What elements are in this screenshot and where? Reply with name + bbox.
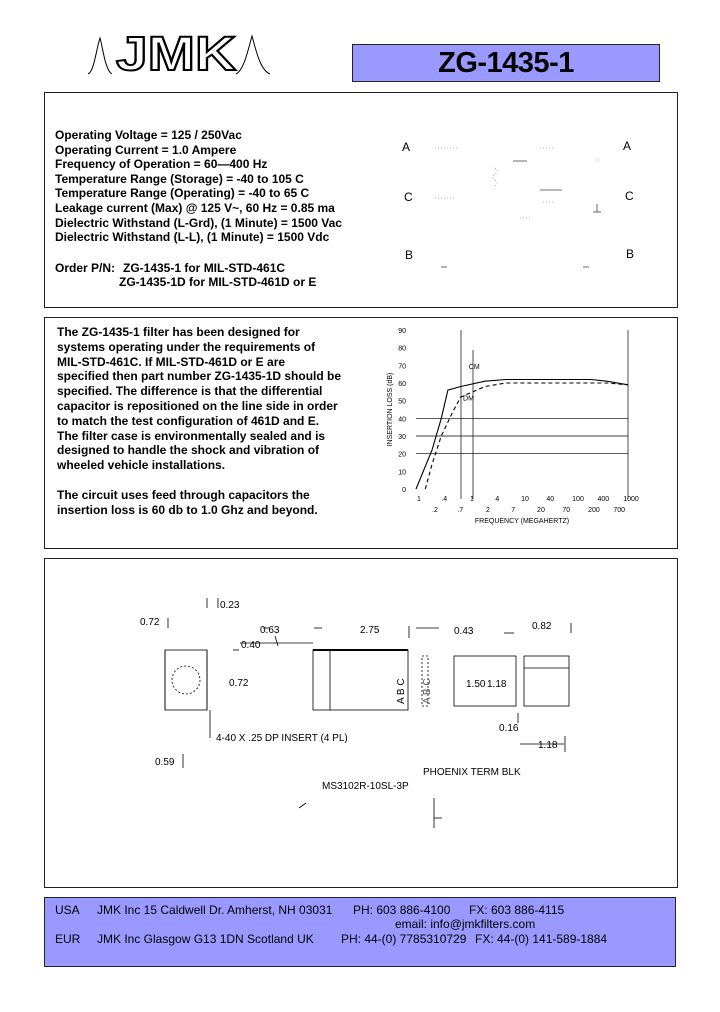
- spec-list: [55, 128, 342, 245]
- connector-label: MS3102R-10SL-3P: [322, 781, 409, 792]
- description-text: [57, 325, 347, 517]
- x-tick-label: .4: [441, 496, 448, 503]
- terminal-c-left: C: [404, 190, 413, 204]
- terminal-a-right: A: [623, 139, 632, 153]
- description-line: MIL-STD-461C. If MIL-STD-461D or E are: [57, 354, 286, 369]
- dim-0-72-side: 0.72: [229, 678, 249, 689]
- usa-address: JMK Inc 15 Caldwell Dr. Amherst, NH 03031: [97, 903, 333, 917]
- description-line: designed to handle the shock and vibration of: [57, 443, 320, 458]
- pins-top-label: A B C: [396, 678, 407, 704]
- spec-line: Temperature Range (Storage) = -40 to 105 C: [55, 171, 304, 186]
- order-line-1: ZG-1435-1 for MIL-STD-461C: [123, 261, 286, 275]
- terminal-a-left: A: [402, 140, 411, 154]
- dim-0-82: 0.82: [532, 621, 552, 632]
- x-tick-label: 1: [470, 496, 474, 503]
- logo-text: JMK: [116, 28, 237, 80]
- x-tick-label: .7: [457, 507, 464, 514]
- x-tick-label: 200: [588, 507, 600, 514]
- insertion-loss-chart: [378, 322, 668, 532]
- spec-line: Temperature Range (Operating) = -40 to 65 C: [55, 186, 310, 201]
- insert-note: 4-40 X .25 DP INSERT (4 PL): [216, 733, 348, 744]
- schematic: [395, 130, 645, 280]
- x-tick-label: .2: [432, 507, 438, 514]
- series-line-cm: [416, 380, 628, 490]
- jmk-logo: [86, 20, 272, 80]
- x-tick-label: 4: [495, 496, 500, 503]
- dim-1-18-a: 1.18: [487, 679, 507, 690]
- y-tick-label: 30: [398, 434, 406, 441]
- email-link[interactable]: email: info@jmkfilters.com: [395, 917, 536, 931]
- description-line: wheeled vehicle installations.: [57, 458, 226, 473]
- footer-contact: [44, 897, 676, 967]
- mechanical-drawing: [44, 558, 678, 888]
- dim-2-75: 2.75: [360, 625, 380, 636]
- x-tick-label: 40: [546, 496, 555, 503]
- dim-0-59: 0.59: [155, 757, 175, 768]
- spec-line: Operating Current = 1.0 Ampere: [55, 142, 237, 157]
- order-label: Order P/N:: [55, 261, 116, 275]
- y-tick-label: 90: [398, 328, 406, 335]
- x-tick-label: 70: [562, 507, 571, 514]
- spec-line: Leakage current (Max) @ 125 V~, 60 Hz = 0.85 ma: [55, 200, 335, 215]
- series-label-cm: CM: [468, 363, 480, 371]
- terminal-b-left: B: [405, 248, 414, 262]
- dim-0-43: 0.43: [454, 626, 474, 637]
- description-line: The circuit uses feed through capacitors the: [57, 487, 310, 502]
- phoenix-label: PHOENIX TERM BLK: [423, 767, 521, 778]
- description-spacer: [57, 473, 347, 488]
- dim-0-63: 0.63: [260, 625, 280, 636]
- terminal-c-right: C: [625, 189, 634, 203]
- description-line: specified. The difference is that the differential: [57, 384, 323, 399]
- spec-line: Frequency of Operation = 60—400 Hz: [55, 157, 268, 172]
- description-line: capacitor is repositioned on the line side in order: [57, 398, 338, 413]
- dim-1-50: 1.50: [466, 679, 486, 690]
- x-tick-label: 1000: [623, 496, 639, 503]
- dim-0-23: 0.23: [220, 600, 240, 611]
- dim-1-18-b: 1.18: [538, 740, 558, 751]
- y-tick-label: 70: [398, 363, 406, 371]
- x-tick-label: 100: [572, 496, 584, 503]
- eur-address: JMK Inc Glasgow G13 1DN Scotland UK: [97, 932, 314, 946]
- description-line: The ZG-1435-1 filter has been designed for: [57, 325, 300, 339]
- pins-side-label: A B C: [422, 678, 433, 704]
- usa-fax: FX: 603 886-4115: [469, 903, 565, 917]
- series-label-dm: DM: [463, 395, 474, 403]
- eur-phone: PH: 44-(0) 7785310729: [341, 932, 467, 946]
- usa-phone: PH: 603 886-4100: [353, 903, 451, 917]
- x-tick-label: 1: [417, 496, 421, 503]
- x-tick-label: 7: [511, 507, 516, 514]
- y-tick-label: 0: [402, 487, 406, 494]
- x-tick-label: 2: [486, 507, 490, 514]
- dim-0-72-top: 0.72: [140, 617, 160, 628]
- x-tick-label: 20: [537, 507, 545, 514]
- x-tick-label: 400: [597, 496, 610, 503]
- y-tick-label: 20: [398, 451, 406, 459]
- spec-line: Operating Voltage = 125 / 250Vac: [55, 128, 242, 142]
- y-tick-label: 40: [398, 416, 406, 424]
- terminal-b-right: B: [626, 247, 635, 261]
- description-line: systems operating under the requirements of: [57, 339, 316, 354]
- x-tick-label: 700: [613, 507, 626, 514]
- description-line: The filter case is environmentally sealed and is: [57, 428, 326, 443]
- dim-0-40: 0.40: [241, 640, 261, 651]
- eur-label: EUR: [55, 932, 81, 946]
- description-line: specified then part number ZG-1435-1D should be: [57, 369, 342, 384]
- y-tick-label: 80: [398, 345, 406, 353]
- x-axis-label: FREQUENCY (MEGAHERTZ): [474, 518, 570, 525]
- spec-line: Dielectric Withstand (L-Grd), (1 Minute) = 1500 Vac: [55, 215, 342, 230]
- x-tick-label: 10: [521, 496, 529, 503]
- eur-fax: FX: 44-(0) 141-589-1884: [475, 932, 608, 946]
- y-tick-label: 50: [398, 398, 406, 406]
- y-tick-label: 60: [398, 381, 406, 388]
- usa-label: USA: [55, 903, 80, 917]
- y-tick-label: 10: [398, 469, 406, 477]
- y-axis-label: INSERTION LOSS (dB): [387, 372, 394, 447]
- part-number-title: ZG-1435-1: [352, 44, 660, 82]
- description-line: to match the test configuration of 461D and E.: [57, 413, 320, 428]
- spec-line: Dielectric Withstand (L-L), (1 Minute) = 1500 Vdc: [55, 230, 330, 245]
- order-line-2: ZG-1435-1D for MIL-STD-461D or E: [119, 275, 317, 289]
- dim-0-16: 0.16: [499, 723, 519, 734]
- description-line: insertion loss is 60 db to 1.0 Ghz and beyond.: [57, 502, 318, 517]
